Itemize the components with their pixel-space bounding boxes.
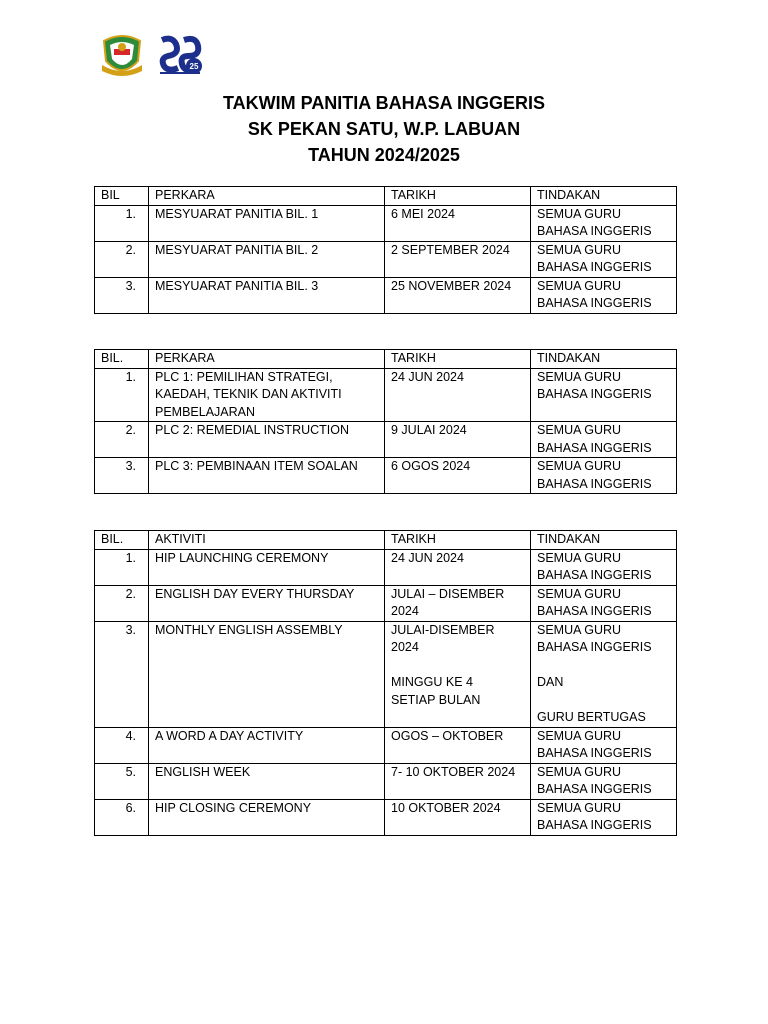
- header-tindakan: TINDAKAN: [531, 187, 677, 206]
- cell-tarikh: OGOS – OKTOBER: [385, 727, 531, 763]
- table-header-row: [95, 187, 677, 206]
- cell-bil: 4.: [95, 727, 149, 763]
- cell-tindakan: SEMUA GURU BAHASA INGGERIS: [531, 422, 677, 458]
- header-tarikh: TARIKH: [385, 531, 531, 550]
- table-row: [95, 241, 677, 277]
- cell-tarikh: 6 MEI 2024: [385, 205, 531, 241]
- title-line-2: SK PEKAN SATU, W.P. LABUAN: [247, 119, 521, 139]
- cell-tarikh: 9 JULAI 2024: [385, 422, 531, 458]
- cell-bil: 3.: [95, 621, 149, 727]
- cell-perkara: MESYUARAT PANITIA BIL. 1: [149, 205, 385, 241]
- cell-bil: 3.: [95, 277, 149, 313]
- header-tindakan: TINDAKAN: [531, 531, 677, 550]
- cell-tarikh: 10 OKTOBER 2024: [385, 799, 531, 835]
- cell-bil: 2.: [95, 422, 149, 458]
- header-bil: BIL.: [95, 350, 149, 369]
- table-row: [95, 585, 677, 621]
- table-row: [95, 621, 677, 727]
- cell-perkara: MONTHLY ENGLISH ASSEMBLY: [149, 621, 385, 727]
- cell-perkara: HIP CLOSING CEREMONY: [149, 799, 385, 835]
- cell-perkara: PLC 3: PEMBINAAN ITEM SOALAN: [149, 458, 385, 494]
- cell-perkara: PLC 1: PEMILIHAN STRATEGI, KAEDAH, TEKNIK DAN AKTIVITI PEMBELAJARAN: [149, 368, 385, 422]
- table-row: [95, 549, 677, 585]
- cell-bil: 5.: [95, 763, 149, 799]
- cell-bil: 2.: [95, 241, 149, 277]
- meeting-schedule-table: [94, 186, 677, 314]
- header-perkara: PERKARA: [149, 187, 385, 206]
- cell-tindakan: SEMUA GURU BAHASA INGGERIS: [531, 205, 677, 241]
- cell-tindakan: SEMUA GURU BAHASA INGGERIS: [531, 368, 677, 422]
- cell-bil: 6.: [95, 799, 149, 835]
- anniversary-25-logo: [156, 34, 204, 76]
- cell-tarikh: 24 JUN 2024: [385, 368, 531, 422]
- cell-bil: 1.: [95, 549, 149, 585]
- header-tindakan: TINDAKAN: [531, 350, 677, 369]
- header-tarikh: TARIKH: [385, 350, 531, 369]
- cell-perkara: A WORD A DAY ACTIVITY: [149, 727, 385, 763]
- cell-tindakan: SEMUA GURU BAHASA INGGERIS: [531, 277, 677, 313]
- table-row: [95, 458, 677, 494]
- cell-tarikh: 7- 10 OKTOBER 2024: [385, 763, 531, 799]
- cell-tindakan: SEMUA GURU BAHASA INGGERIS: [531, 727, 677, 763]
- cell-tindakan: SEMUA GURU BAHASA INGGERIS: [531, 458, 677, 494]
- header-bil: BIL.: [95, 531, 149, 550]
- table-row: [95, 277, 677, 313]
- header-tarikh: TARIKH: [385, 187, 531, 206]
- title-line-1: TAKWIM PANITIA BAHASA INGGERIS: [223, 93, 545, 113]
- header-bil: BIL: [95, 187, 149, 206]
- cell-perkara: ENGLISH WEEK: [149, 763, 385, 799]
- table-row: [95, 763, 677, 799]
- table-header-row: [95, 350, 677, 369]
- cell-tindakan: SEMUA GURU BAHASA INGGERIS: [531, 799, 677, 835]
- cell-tarikh: JULAI – DISEMBER 2024: [385, 585, 531, 621]
- cell-perkara: HIP LAUNCHING CEREMONY: [149, 549, 385, 585]
- cell-tindakan: SEMUA GURU BAHASA INGGERIS: [531, 763, 677, 799]
- cell-tarikh: 6 OGOS 2024: [385, 458, 531, 494]
- cell-bil: 1.: [95, 368, 149, 422]
- cell-tindakan: SEMUA GURU BAHASA INGGERIS: [531, 241, 677, 277]
- cell-perkara: ENGLISH DAY EVERY THURSDAY: [149, 585, 385, 621]
- activity-schedule-table: [94, 530, 677, 836]
- plc-schedule-table: [94, 349, 677, 494]
- cell-tarikh: 25 NOVEMBER 2024: [385, 277, 531, 313]
- anniversary-number: 25: [189, 62, 199, 71]
- cell-perkara: MESYUARAT PANITIA BIL. 3: [149, 277, 385, 313]
- cell-tindakan: SEMUA GURU BAHASA INGGERIS: [531, 585, 677, 621]
- cell-tarikh: 2 SEPTEMBER 2024: [385, 241, 531, 277]
- school-crest-logo: [98, 31, 146, 79]
- cell-bil: 3.: [95, 458, 149, 494]
- cell-perkara: PLC 2: REMEDIAL INSTRUCTION: [149, 422, 385, 458]
- table-row: [95, 205, 677, 241]
- document-title: [0, 90, 768, 168]
- cell-perkara: MESYUARAT PANITIA BIL. 2: [149, 241, 385, 277]
- cell-tindakan: SEMUA GURU BAHASA INGGERIS DAN GURU BERTUGAS: [531, 621, 677, 727]
- title-line-3: TAHUN 2024/2025: [308, 145, 460, 165]
- table-row: [95, 799, 677, 835]
- cell-tarikh: JULAI-DISEMBER 2024 MINGGU KE 4 SETIAP BULAN: [385, 621, 531, 727]
- table-row: [95, 727, 677, 763]
- table-header-row: [95, 531, 677, 550]
- header-perkara: AKTIVITI: [149, 531, 385, 550]
- table-row: [95, 422, 677, 458]
- cell-bil: 2.: [95, 585, 149, 621]
- header-perkara: PERKARA: [149, 350, 385, 369]
- cell-bil: 1.: [95, 205, 149, 241]
- cell-tindakan: SEMUA GURU BAHASA INGGERIS: [531, 549, 677, 585]
- cell-tarikh: 24 JUN 2024: [385, 549, 531, 585]
- table-row: [95, 368, 677, 422]
